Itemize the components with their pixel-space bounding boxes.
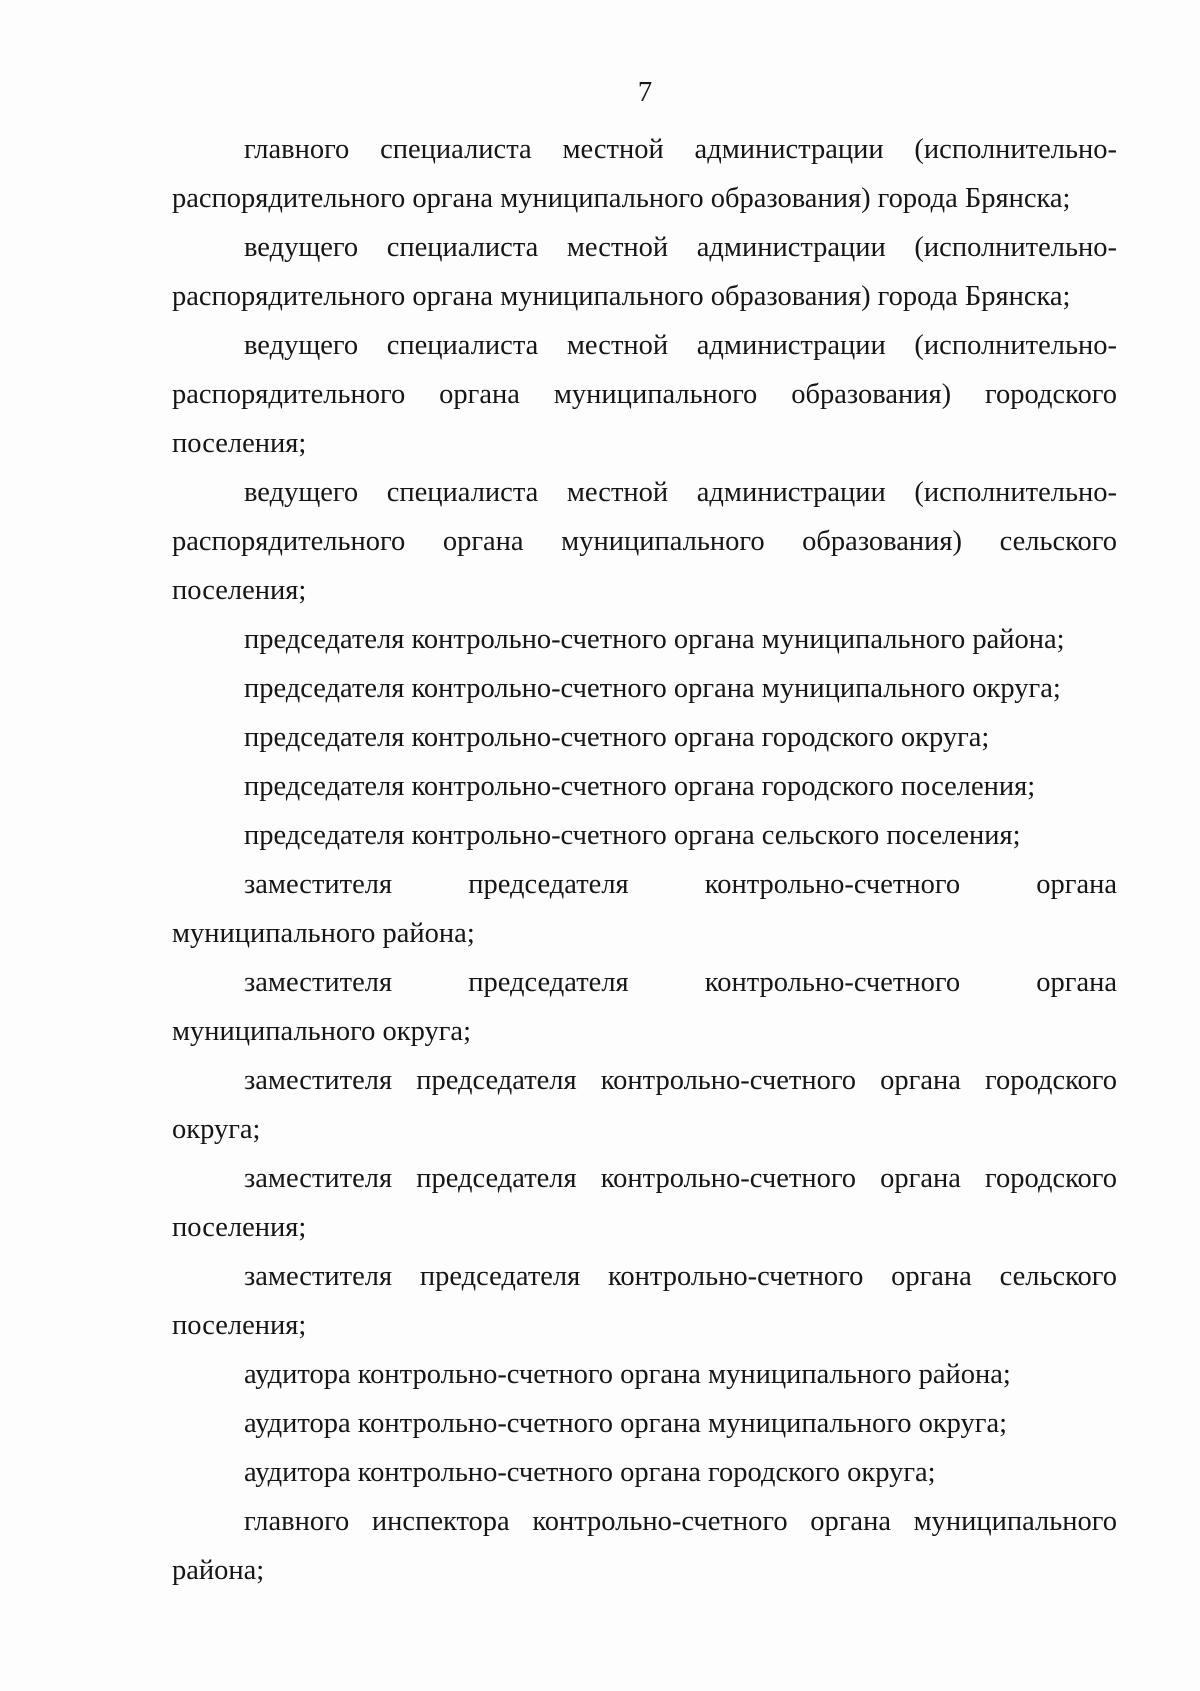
paragraph-chairman-rural-settlement: председателя контрольно-счетного органа сельского поселения; xyxy=(244,820,1021,851)
paragraph-chief-inspector-municipal-district: главного инспектора контрольно-счетного органа муниципального района; xyxy=(172,1506,1117,1586)
paragraph-leading-specialist-bryansk: ведущего специалиста местной администрации (исполнительно-распорядительного органа муниципального образования) города Брянска; xyxy=(172,232,1117,312)
paragraph-auditor-municipal-district: аудитора контрольно-счетного органа муниципального района; xyxy=(244,1359,1011,1390)
paragraph-deputy-chairman-rural-settlement: заместителя председателя контрольно-счетного органа сельского поселения; xyxy=(172,1261,1117,1341)
paragraph-chairman-municipal-district: председателя контрольно-счетного органа муниципального района; xyxy=(244,624,1065,655)
paragraph-leading-specialist-rural-settlement: ведущего специалиста местной администрации (исполнительно-распорядительного органа муниципального образования) сельского поселения; xyxy=(172,477,1117,606)
paragraph-deputy-chairman-urban-okrug: заместителя председателя контрольно-счетного органа городского округа; xyxy=(172,1065,1117,1145)
paragraph-deputy-chairman-urban-settlement: заместителя председателя контрольно-счетного органа городского поселения; xyxy=(172,1163,1117,1243)
paragraph-leading-specialist-urban-settlement: ведущего специалиста местной администрации (исполнительно-распорядительного органа муниципального образования) городского поселения; xyxy=(172,330,1117,459)
paragraph-auditor-municipal-okrug: аудитора контрольно-счетного органа муниципального округа; xyxy=(244,1408,1008,1439)
page-number: 7 xyxy=(637,76,653,108)
paragraph-chairman-urban-settlement: председателя контрольно-счетного органа городского поселения; xyxy=(244,771,1036,802)
paragraph-auditor-urban-okrug: аудитора контрольно-счетного органа городского округа; xyxy=(244,1457,936,1488)
paragraph-deputy-chairman-municipal-district: заместителя председателя контрольно-счетного органа муниципального района; xyxy=(172,869,1117,949)
paragraph-deputy-chairman-municipal-okrug: заместителя председателя контрольно-счетного органа муниципального округа; xyxy=(172,967,1117,1047)
paragraph-chairman-municipal-okrug: председателя контрольно-счетного органа муниципального округа; xyxy=(244,673,1061,704)
paragraph-chairman-urban-okrug: председателя контрольно-счетного органа городского округа; xyxy=(244,722,990,753)
paragraph-chief-specialist-bryansk: главного специалиста местной администрации (исполнительно-распорядительного органа муниципального образования) города Брянска; xyxy=(172,134,1117,214)
document-body xyxy=(172,125,1117,1595)
